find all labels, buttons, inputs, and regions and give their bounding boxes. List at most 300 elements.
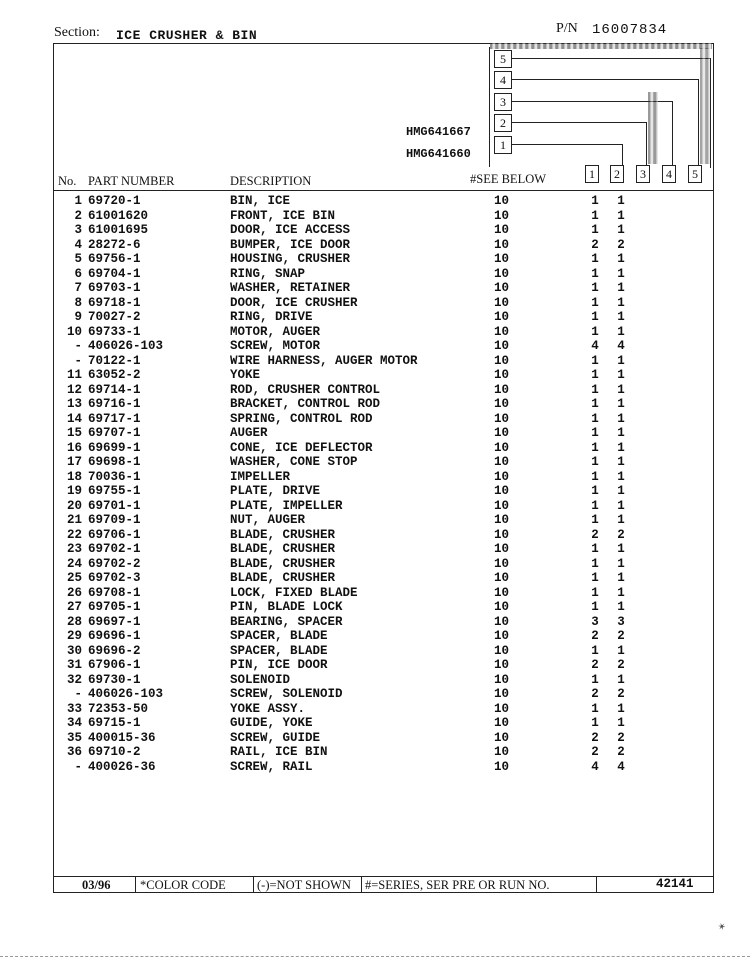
- table-row: [54, 731, 714, 746]
- row-part-number: 61001620: [88, 208, 149, 223]
- row-qty-model-2: 2: [617, 237, 625, 252]
- row-series: 10: [494, 571, 510, 585]
- row-part-number: 69706-1: [88, 527, 141, 542]
- model-drop-2: [646, 122, 647, 168]
- row-qty-model-2: 1: [617, 701, 625, 716]
- row-description: AUGER: [230, 426, 268, 440]
- row-qty-model-1: 1: [591, 672, 599, 687]
- row-qty-model-1: 1: [591, 411, 599, 426]
- scan-artifact-column: [700, 48, 710, 164]
- row-qty-model-2: 1: [617, 194, 625, 208]
- row-item-number: 14: [66, 411, 82, 426]
- row-series: 10: [494, 382, 510, 397]
- row-qty-model-1: 4: [591, 759, 599, 774]
- row-qty-model-1: 1: [591, 382, 599, 397]
- row-qty-model-1: 4: [591, 339, 599, 353]
- row-description: YOKE ASSY.: [230, 701, 306, 716]
- row-qty-model-1: 1: [591, 643, 599, 658]
- table-row: [54, 325, 714, 340]
- row-qty-model-1: 1: [591, 440, 599, 455]
- table-row: [54, 499, 714, 514]
- row-item-number: 31: [66, 658, 82, 672]
- row-part-number: 69717-1: [88, 411, 141, 426]
- table-row: [54, 470, 714, 485]
- row-description: BLADE, CRUSHER: [230, 542, 336, 556]
- row-series: 10: [494, 223, 510, 237]
- row-description: MOTOR, AUGER: [230, 324, 321, 339]
- row-item-number: 28: [66, 614, 82, 629]
- table-row: [54, 194, 714, 209]
- row-description: BLADE, CRUSHER: [230, 556, 336, 571]
- row-qty-model-2: 1: [617, 223, 625, 237]
- row-qty-model-1: 1: [591, 716, 599, 730]
- row-part-number: 63052-2: [88, 368, 141, 382]
- table-row: [54, 571, 714, 586]
- row-description: SPACER, BLADE: [230, 643, 328, 658]
- row-part-number: 69716-1: [88, 397, 141, 411]
- row-qty-model-1: 1: [591, 556, 599, 571]
- row-series: 10: [494, 310, 510, 324]
- scan-artifact-column: [648, 92, 658, 164]
- row-part-number: 69718-1: [88, 295, 141, 310]
- model-box-1: 1: [494, 136, 512, 154]
- row-description: BLADE, CRUSHER: [230, 571, 336, 585]
- row-part-number: 28272-6: [88, 237, 141, 252]
- row-qty-model-2: 2: [617, 527, 625, 542]
- table-row: [54, 673, 714, 688]
- row-series: 10: [494, 614, 510, 629]
- row-part-number: 69696-2: [88, 643, 141, 658]
- row-qty-model-1: 2: [591, 687, 599, 701]
- model-box-4: 4: [494, 71, 512, 89]
- row-part-number: 70027-2: [88, 310, 141, 324]
- row-qty-model-2: 1: [617, 295, 625, 310]
- row-qty-model-2: 4: [617, 339, 625, 353]
- row-qty-model-2: 1: [617, 266, 625, 281]
- row-series: 10: [494, 672, 510, 687]
- row-part-number: 406026-103: [88, 687, 164, 701]
- table-row: [54, 687, 714, 702]
- row-qty-model-1: 1: [591, 513, 599, 527]
- pn-value: 16007834: [592, 22, 668, 38]
- row-qty-model-1: 3: [591, 614, 599, 629]
- row-qty-model-2: 1: [617, 397, 625, 411]
- row-qty-model-1: 2: [591, 658, 599, 672]
- table-row: [54, 281, 714, 296]
- row-item-number: 8: [74, 295, 82, 310]
- row-description: PIN, ICE DOOR: [230, 658, 328, 672]
- row-qty-model-1: 1: [591, 600, 599, 614]
- row-part-number: 69702-1: [88, 542, 141, 556]
- row-item-number: 6: [74, 266, 82, 281]
- row-series: 10: [494, 585, 510, 600]
- row-series: 10: [494, 745, 510, 759]
- row-qty-model-2: 1: [617, 455, 625, 469]
- row-qty-model-1: 2: [591, 629, 599, 643]
- row-series: 10: [494, 629, 510, 643]
- row-qty-model-2: 2: [617, 687, 625, 701]
- row-qty-model-1: 2: [591, 730, 599, 745]
- row-qty-model-1: 1: [591, 585, 599, 600]
- row-qty-model-1: 1: [591, 368, 599, 382]
- row-part-number: 400026-36: [88, 759, 156, 774]
- row-qty-model-2: 1: [617, 672, 625, 687]
- row-item-number: 4: [74, 237, 82, 252]
- row-item-number: 13: [66, 397, 82, 411]
- scan-mark-icon: ✶: [716, 920, 729, 935]
- model-drop-4: [698, 79, 699, 168]
- row-qty-model-1: 1: [591, 281, 599, 295]
- row-part-number: 67906-1: [88, 658, 141, 672]
- model-line-5: [512, 58, 710, 59]
- table-row: [54, 658, 714, 673]
- table-row: [54, 716, 714, 731]
- row-description: SCREW, GUIDE: [230, 730, 321, 745]
- row-qty-model-2: 2: [617, 745, 625, 759]
- row-series: 10: [494, 295, 510, 310]
- row-part-number: 69707-1: [88, 426, 141, 440]
- row-description: BRACKET, CONTROL ROD: [230, 397, 381, 411]
- row-qty-model-1: 1: [591, 571, 599, 585]
- row-description: CONE, ICE DEFLECTOR: [230, 440, 373, 455]
- table-row: [54, 600, 714, 615]
- row-qty-model-2: 1: [617, 368, 625, 382]
- row-qty-model-1: 1: [591, 701, 599, 716]
- row-description: NUT, AUGER: [230, 513, 306, 527]
- row-series: 10: [494, 324, 510, 339]
- footer-sep: [361, 876, 362, 893]
- row-item-number: 36: [66, 745, 82, 759]
- row-description: BIN, ICE: [230, 194, 291, 208]
- table-row: [54, 484, 714, 499]
- row-qty-model-2: 2: [617, 629, 625, 643]
- row-description: ROD, CRUSHER CONTROL: [230, 382, 381, 397]
- row-description: GUIDE, YOKE: [230, 716, 313, 730]
- row-description: LOCK, FIXED BLADE: [230, 585, 358, 600]
- row-series: 10: [494, 600, 510, 614]
- section-value: ICE CRUSHER & BIN: [116, 28, 258, 43]
- model-divider-vline: [489, 47, 490, 167]
- row-series: 10: [494, 426, 510, 440]
- pn-label: P/N: [556, 21, 578, 36]
- table-row: [54, 542, 714, 557]
- model-name-hmg641660: HMG641660: [406, 147, 471, 161]
- table-row: [54, 760, 714, 775]
- col-header-part-number: PART NUMBER: [88, 174, 175, 188]
- row-description: BUMPER, ICE DOOR: [230, 237, 351, 252]
- col-number-2: 2: [610, 165, 624, 183]
- row-series: 10: [494, 411, 510, 426]
- model-drop-3: [672, 101, 673, 168]
- row-series: 10: [494, 658, 510, 672]
- row-qty-model-2: 1: [617, 716, 625, 730]
- row-qty-model-1: 1: [591, 469, 599, 484]
- row-part-number: 70122-1: [88, 353, 141, 368]
- footer-sep: [596, 876, 597, 893]
- model-name-hmg641667: HMG641667: [406, 125, 471, 139]
- row-item-number: -: [74, 353, 82, 368]
- row-description: IMPELLER: [230, 469, 291, 484]
- model-drop-5: [710, 58, 711, 168]
- row-series: 10: [494, 339, 510, 353]
- table-row: [54, 397, 714, 412]
- row-qty-model-1: 1: [591, 295, 599, 310]
- row-qty-model-2: 2: [617, 730, 625, 745]
- row-part-number: 69705-1: [88, 600, 141, 614]
- row-item-number: 35: [66, 730, 82, 745]
- row-item-number: 11: [66, 368, 82, 382]
- row-part-number: 69733-1: [88, 324, 141, 339]
- model-line-2: [512, 122, 646, 123]
- row-series: 10: [494, 469, 510, 484]
- row-part-number: 61001695: [88, 223, 149, 237]
- row-qty-model-2: 1: [617, 324, 625, 339]
- row-item-number: 20: [66, 498, 82, 513]
- row-item-number: 16: [66, 440, 82, 455]
- row-series: 10: [494, 252, 510, 266]
- table-row: [54, 238, 714, 253]
- table-row: [54, 629, 714, 644]
- col-number-3: 3: [636, 165, 650, 183]
- row-series: 10: [494, 237, 510, 252]
- footer-sep: [135, 876, 136, 893]
- row-qty-model-2: 1: [617, 600, 625, 614]
- row-part-number: 69702-2: [88, 556, 141, 571]
- row-part-number: 69708-1: [88, 585, 141, 600]
- table-row: [54, 745, 714, 760]
- row-qty-model-2: 3: [617, 614, 625, 629]
- row-item-number: -: [74, 759, 82, 774]
- row-item-number: 22: [66, 527, 82, 542]
- footer-color-code: *COLOR CODE: [140, 878, 226, 892]
- row-qty-model-2: 1: [617, 310, 625, 324]
- row-item-number: 1: [74, 194, 82, 208]
- row-qty-model-2: 1: [617, 353, 625, 368]
- row-part-number: 69704-1: [88, 266, 141, 281]
- col-header-see-below: #SEE BELOW: [470, 172, 547, 186]
- row-item-number: 18: [66, 469, 82, 484]
- model-box-2: 2: [494, 114, 512, 132]
- row-qty-model-1: 2: [591, 745, 599, 759]
- table-row: [54, 455, 714, 470]
- row-part-number: 69714-1: [88, 382, 141, 397]
- row-description: SCREW, MOTOR: [230, 339, 321, 353]
- row-series: 10: [494, 353, 510, 368]
- row-series: 10: [494, 527, 510, 542]
- row-description: PLATE, DRIVE: [230, 484, 321, 498]
- row-description: FRONT, ICE BIN: [230, 208, 336, 223]
- row-series: 10: [494, 498, 510, 513]
- row-series: 10: [494, 556, 510, 571]
- row-item-number: 12: [66, 382, 82, 397]
- row-qty-model-2: 1: [617, 498, 625, 513]
- row-qty-model-2: 1: [617, 411, 625, 426]
- row-qty-model-1: 2: [591, 237, 599, 252]
- row-qty-model-1: 1: [591, 266, 599, 281]
- row-part-number: 400015-36: [88, 730, 156, 745]
- row-qty-model-2: 2: [617, 658, 625, 672]
- row-item-number: 7: [74, 281, 82, 295]
- row-item-number: 34: [66, 716, 82, 730]
- table-row: [54, 441, 714, 456]
- col-number-5: 5: [688, 165, 702, 183]
- row-part-number: 69715-1: [88, 716, 141, 730]
- row-qty-model-2: 1: [617, 469, 625, 484]
- row-series: 10: [494, 266, 510, 281]
- row-qty-model-2: 1: [617, 208, 625, 223]
- row-series: 10: [494, 643, 510, 658]
- row-qty-model-1: 1: [591, 498, 599, 513]
- row-qty-model-2: 1: [617, 382, 625, 397]
- model-line-4: [512, 79, 698, 80]
- row-description: PLATE, IMPELLER: [230, 498, 343, 513]
- table-row: [54, 702, 714, 717]
- row-description: SPACER, BLADE: [230, 629, 328, 643]
- header-divider: [54, 190, 714, 191]
- row-qty-model-1: 1: [591, 455, 599, 469]
- row-description: BEARING, SPACER: [230, 614, 343, 629]
- row-qty-model-2: 1: [617, 484, 625, 498]
- footer-sep: [253, 876, 254, 893]
- row-qty-model-1: 1: [591, 208, 599, 223]
- row-item-number: 9: [74, 310, 82, 324]
- row-series: 10: [494, 542, 510, 556]
- row-part-number: 69703-1: [88, 281, 141, 295]
- row-series: 10: [494, 368, 510, 382]
- row-qty-model-2: 1: [617, 426, 625, 440]
- row-item-number: 26: [66, 585, 82, 600]
- row-description: WASHER, RETAINER: [230, 281, 351, 295]
- row-qty-model-1: 2: [591, 527, 599, 542]
- row-item-number: 27: [66, 600, 82, 614]
- table-row: [54, 310, 714, 325]
- row-description: PIN, BLADE LOCK: [230, 600, 343, 614]
- col-number-4: 4: [662, 165, 676, 183]
- row-qty-model-1: 1: [591, 194, 599, 208]
- row-series: 10: [494, 397, 510, 411]
- row-description: HOUSING, CRUSHER: [230, 252, 351, 266]
- table-row: [54, 412, 714, 427]
- scan-edge-line: [0, 956, 750, 957]
- row-series: 10: [494, 455, 510, 469]
- row-series: 10: [494, 484, 510, 498]
- row-part-number: 69699-1: [88, 440, 141, 455]
- col-header-no: No.: [58, 174, 77, 188]
- table-row: [54, 223, 714, 238]
- row-part-number: 72353-50: [88, 701, 149, 716]
- model-line-1: [512, 144, 622, 145]
- row-item-number: 29: [66, 629, 82, 643]
- row-description: BLADE, CRUSHER: [230, 527, 336, 542]
- row-description: RAIL, ICE BIN: [230, 745, 328, 759]
- row-description: SCREW, RAIL: [230, 759, 313, 774]
- row-part-number: 69698-1: [88, 455, 141, 469]
- table-row: [54, 383, 714, 398]
- row-description: WIRE HARNESS, AUGER MOTOR: [230, 353, 418, 368]
- row-qty-model-2: 1: [617, 252, 625, 266]
- model-box-3: 3: [494, 93, 512, 111]
- row-item-number: 30: [66, 643, 82, 658]
- row-qty-model-1: 1: [591, 397, 599, 411]
- row-series: 10: [494, 440, 510, 455]
- row-qty-model-1: 1: [591, 223, 599, 237]
- table-row: [54, 296, 714, 311]
- row-part-number: 69720-1: [88, 194, 141, 208]
- row-item-number: -: [74, 339, 82, 353]
- table-row: [54, 586, 714, 601]
- row-description: WASHER, CONE STOP: [230, 455, 358, 469]
- row-description: YOKE: [230, 368, 261, 382]
- row-description: SPRING, CONTROL ROD: [230, 411, 373, 426]
- table-row: [54, 426, 714, 441]
- row-series: 10: [494, 759, 510, 774]
- table-row: [54, 267, 714, 282]
- footer-divider: [54, 876, 714, 877]
- table-row: [54, 368, 714, 383]
- row-series: 10: [494, 716, 510, 730]
- row-description: RING, DRIVE: [230, 310, 313, 324]
- row-part-number: 69756-1: [88, 252, 141, 266]
- row-qty-model-2: 4: [617, 759, 625, 774]
- row-qty-model-2: 1: [617, 556, 625, 571]
- footer-series: #=SERIES, SER PRE OR RUN NO.: [365, 878, 550, 892]
- model-box-5: 5: [494, 50, 512, 68]
- table-row: [54, 354, 714, 369]
- row-series: 10: [494, 687, 510, 701]
- row-part-number: 69730-1: [88, 672, 141, 687]
- table-row: [54, 528, 714, 543]
- row-qty-model-2: 1: [617, 440, 625, 455]
- row-qty-model-1: 1: [591, 252, 599, 266]
- scan-artifact-band: [490, 43, 712, 49]
- row-series: 10: [494, 701, 510, 716]
- row-item-number: 3: [74, 223, 82, 237]
- col-header-description: DESCRIPTION: [230, 174, 312, 188]
- row-part-number: 406026-103: [88, 339, 164, 353]
- row-description: SOLENOID: [230, 672, 291, 687]
- row-part-number: 69709-1: [88, 513, 141, 527]
- table-row: [54, 644, 714, 659]
- row-part-number: 69702-3: [88, 571, 141, 585]
- section-label: Section:: [54, 25, 100, 40]
- table-row: [54, 339, 714, 354]
- row-qty-model-2: 1: [617, 542, 625, 556]
- row-item-number: 32: [66, 672, 82, 687]
- row-series: 10: [494, 281, 510, 295]
- row-part-number: 69710-2: [88, 745, 141, 759]
- row-item-number: -: [74, 687, 82, 701]
- row-description: DOOR, ICE ACCESS: [230, 223, 351, 237]
- row-item-number: 24: [66, 556, 82, 571]
- row-qty-model-1: 1: [591, 353, 599, 368]
- row-part-number: 69697-1: [88, 614, 141, 629]
- row-item-number: 17: [66, 455, 82, 469]
- row-item-number: 19: [66, 484, 82, 498]
- row-part-number: 69755-1: [88, 484, 141, 498]
- footer-number: 42141: [656, 877, 694, 891]
- row-qty-model-2: 1: [617, 281, 625, 295]
- table-row: [54, 615, 714, 630]
- row-qty-model-2: 1: [617, 643, 625, 658]
- footer-not-shown: (-)=NOT SHOWN: [257, 878, 351, 892]
- row-qty-model-2: 1: [617, 571, 625, 585]
- table-row: [54, 557, 714, 572]
- row-item-number: 2: [74, 208, 82, 223]
- row-item-number: 15: [66, 426, 82, 440]
- footer-date: 03/96: [82, 878, 111, 892]
- row-series: 10: [494, 208, 510, 223]
- row-qty-model-1: 1: [591, 484, 599, 498]
